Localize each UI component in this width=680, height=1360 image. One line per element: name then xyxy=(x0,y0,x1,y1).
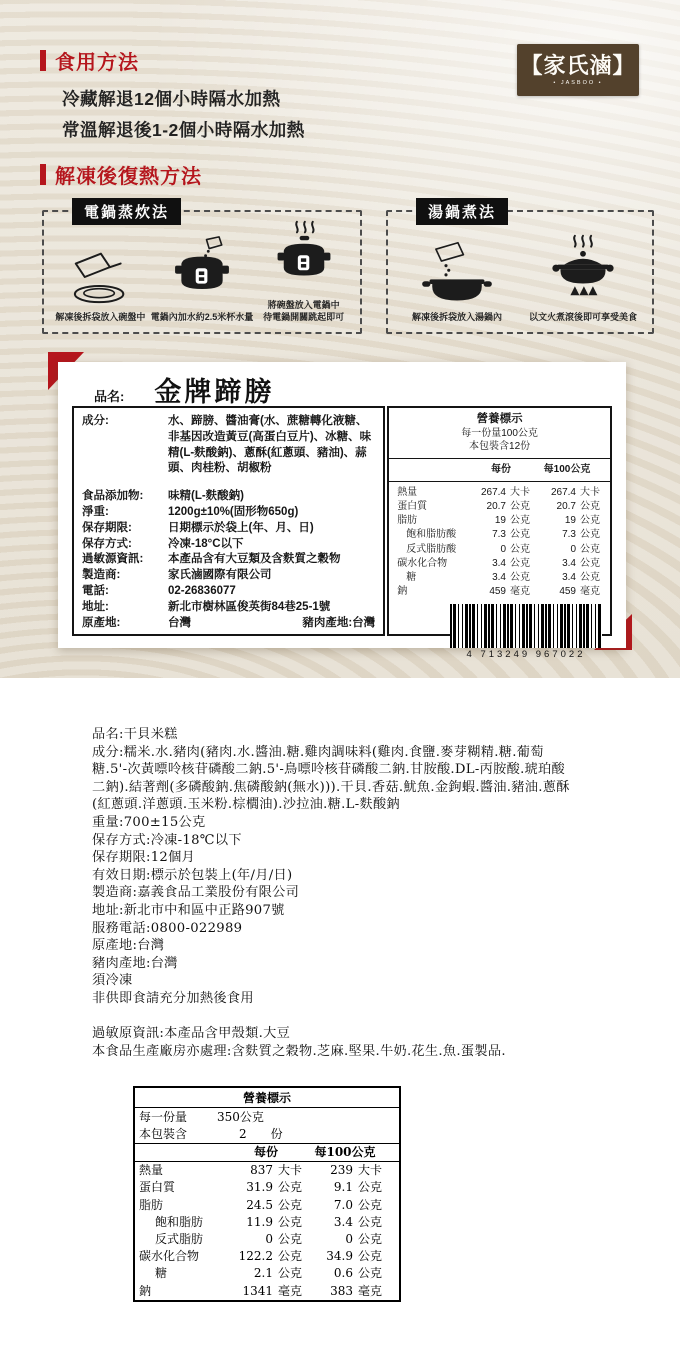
nutrient-name: 碳水化合物 xyxy=(139,1249,200,1264)
divider xyxy=(389,458,610,459)
barcode-block xyxy=(397,604,602,660)
nutrient-unit: 公克 xyxy=(358,1214,383,1229)
nutrition-row-sugar xyxy=(135,1265,399,1282)
nutrient-unit: 公克 xyxy=(510,557,530,569)
nutrient-value: 0 xyxy=(265,1232,273,1247)
nutrient-name: 飽和脂肪酸 xyxy=(406,529,457,541)
nutrition-header xyxy=(397,413,602,454)
detail-line-origin: 原產地:台灣 xyxy=(92,938,165,954)
nutrient-unit: 公克 xyxy=(358,1232,383,1247)
pot-fire-icon xyxy=(547,232,619,311)
nutrient-unit: 毫克 xyxy=(580,586,600,598)
usage-instructions xyxy=(62,84,305,146)
nutrition-row-calories xyxy=(397,486,602,500)
usage-line-2: 常溫解退後1-2個小時隔水加熱 xyxy=(62,120,305,140)
info-field-origin xyxy=(82,616,375,632)
nutrient-unit: 大卡 xyxy=(358,1163,383,1178)
step-caption: 解凍後拆袋放入碗盤中 xyxy=(55,312,146,323)
nutrient-name: 脂肪 xyxy=(139,1197,164,1212)
nutrient-unit: 大卡 xyxy=(278,1163,303,1178)
field-label: 製造商: xyxy=(82,569,121,582)
nutrient-unit: 公克 xyxy=(278,1197,303,1212)
nutrition-row-fat xyxy=(135,1197,399,1214)
nutrient-unit: 大卡 xyxy=(510,486,530,498)
nutrient-value: 3.4 xyxy=(562,571,576,583)
serving-size-value: 350公克 xyxy=(217,1110,264,1124)
nutrient-name: 鈉 xyxy=(139,1283,152,1298)
nutrition-row-protein xyxy=(135,1179,399,1196)
nutrient-name: 糖 xyxy=(155,1266,168,1281)
nutrient-value: 3.4 xyxy=(492,557,506,569)
product-label-card xyxy=(58,362,626,661)
brand-logo xyxy=(517,44,639,96)
nutrient-value: 24.5 xyxy=(246,1197,273,1212)
nutrient-unit: 公克 xyxy=(580,571,600,583)
nutrient-value: 837 xyxy=(250,1163,273,1178)
card-boxes xyxy=(72,406,612,661)
product-name-row xyxy=(94,370,274,409)
nutrient-value: 19 xyxy=(564,515,576,527)
info-field-net-weight xyxy=(82,505,375,521)
nutrient-unit: 公克 xyxy=(510,500,530,512)
step-caption-line-2: 待電鍋開關跳起即可 xyxy=(263,312,345,323)
nutrient-unit: 公克 xyxy=(580,543,600,555)
col-per-serving: 每份 xyxy=(253,1145,278,1159)
nutrient-unit: 公克 xyxy=(278,1214,303,1229)
detail-line-address: 地址:新北市中和區中正路907號 xyxy=(92,902,285,918)
nutrient-value: 459 xyxy=(559,586,576,598)
nutrient-unit: 公克 xyxy=(278,1266,303,1281)
nutrient-value: 19 xyxy=(494,515,506,527)
usage-heading-text: 食用方法 xyxy=(55,52,139,74)
nutrient-value: 0 xyxy=(500,543,506,555)
field-value: 台灣 xyxy=(168,616,191,629)
nutrient-name: 鈉 xyxy=(397,586,408,598)
nutrition-row-carbs xyxy=(397,557,602,571)
col-per-100g: 每100公克 xyxy=(543,463,591,475)
nutrient-name: 反式脂肪酸 xyxy=(406,543,457,555)
nutrition-servings-per-pack: 本包裝含12份 xyxy=(469,441,531,452)
nutrient-unit: 公克 xyxy=(510,515,530,527)
plate-bag-icon xyxy=(65,232,135,311)
info-field-ingredients xyxy=(82,414,375,477)
method-title: 湯鍋煮法 xyxy=(416,198,508,225)
nutrient-name: 糖 xyxy=(406,571,417,583)
servings-per-pack-row xyxy=(135,1126,399,1145)
info-field-allergen xyxy=(82,552,375,568)
nutrition-column-headers xyxy=(397,463,602,477)
method-steps xyxy=(388,212,652,332)
nutrient-value: 0 xyxy=(345,1232,353,1247)
nutrition-row-saturated-fat xyxy=(135,1214,399,1231)
method-box-rice-cooker xyxy=(42,204,362,334)
nutrient-value: 7.0 xyxy=(333,1197,353,1212)
usage-heading xyxy=(40,46,139,75)
detail-line-ingredients: 成分:糯米.水.豬肉(豬肉.水.醬油.糖.雞肉調味料(雞肉.食鹽.麥芽糊精.糖.葡萄糖.5'-次黃嘌呤核苷磷酸二鈉.5'-鳥嘌呤核苷磷酸二鈉.甘胺酸.DL-丙胺酸.琥珀酸二鈉).結著劑(多磷酸鈉.焦磷酸鈉(無水))).干貝.香菇.魷魚.金鉤蝦.醬油.豬油.蔥酥(紅蔥頭.洋蔥頭.玉米粉.棕櫚油).沙拉油.糖.L-麩酸鈉 xyxy=(92,744,570,813)
nutrition-row-carbs xyxy=(135,1248,399,1265)
nutrient-unit: 公克 xyxy=(278,1180,303,1195)
nutrient-unit: 公克 xyxy=(510,571,530,583)
nutrient-name: 蛋白質 xyxy=(139,1180,176,1195)
field-value: 02-26836077 xyxy=(168,584,236,597)
method-box-soup-pot xyxy=(386,204,654,334)
reheat-heading-text: 解凍後復熱方法 xyxy=(55,166,202,188)
field-value: 本產品含有大豆類及含麩質之穀物 xyxy=(168,553,341,566)
barcode xyxy=(450,604,602,648)
nutrient-value: 9.1 xyxy=(333,1180,353,1195)
nutrient-unit: 公克 xyxy=(358,1266,383,1281)
divider xyxy=(389,481,610,482)
detail-line-pork-origin: 豬肉產地:台灣 xyxy=(92,955,178,971)
detail-line-blank xyxy=(92,1008,570,1026)
method-step xyxy=(394,232,520,324)
heading-accent-bar xyxy=(40,50,46,71)
nutrient-unit: 公克 xyxy=(358,1180,383,1195)
nutrient-value: 20.7 xyxy=(486,500,506,512)
nutrition-column-headers xyxy=(135,1144,399,1162)
nutrient-unit: 公克 xyxy=(278,1232,303,1247)
detail-line-product-name: 品名:干貝米糕 xyxy=(92,727,178,742)
nutrition-row-calories xyxy=(135,1162,399,1179)
detail-line-heat-before-eating: 非供即食請充分加熱後食用 xyxy=(92,990,254,1006)
nutrient-value: 3.4 xyxy=(562,557,576,569)
detail-line-expiry: 有效日期:標示於包裝上(年/月/日) xyxy=(92,867,293,883)
nutrient-value: 0.6 xyxy=(333,1266,353,1281)
detail-line-storage: 保存方式:冷凍-18℃以下 xyxy=(92,832,242,848)
pork-origin-note: 豬肉產地:台灣 xyxy=(302,616,376,629)
nutrient-value: 239 xyxy=(330,1163,353,1178)
nutrient-value: 0 xyxy=(570,543,576,555)
step-caption: 電鍋內加水約2.5米杯水量 xyxy=(150,312,254,323)
nutrition-row-trans-fat xyxy=(397,543,602,557)
nutrient-name: 蛋白質 xyxy=(397,500,428,512)
pack-label: 本包裝含 xyxy=(139,1126,188,1141)
nutrition-row-saturated-fat xyxy=(397,528,602,542)
nutrient-value: 34.9 xyxy=(326,1249,353,1264)
brand-logo-text: 【家氏滷】 xyxy=(520,53,636,79)
reheat-heading xyxy=(40,160,202,189)
field-value: 家氏滷國際有限公司 xyxy=(168,569,272,582)
nutrient-value: 122.2 xyxy=(238,1249,273,1264)
nutrition-row-protein xyxy=(397,500,602,514)
top-section xyxy=(0,0,680,678)
info-field-shelf-life xyxy=(82,521,375,537)
detail-line-keep-frozen: 須冷凍 xyxy=(92,973,133,989)
nutrition-row-sodium xyxy=(135,1283,399,1300)
details-section xyxy=(92,726,570,1060)
nutrient-value: 267.4 xyxy=(480,486,506,498)
detail-line-facility-allergens: 本食品生產廠房亦處理:含麩質之穀物.芝麻.堅果.牛奶.花生.魚.蛋製品. xyxy=(92,1043,506,1059)
nutrient-unit: 公克 xyxy=(580,515,600,527)
nutrient-value: 7.3 xyxy=(492,529,506,541)
step-caption-line-1: 將碗盤放入電鍋中 xyxy=(267,299,340,310)
info-field-phone xyxy=(82,584,375,600)
nutrient-value: 459 xyxy=(489,586,506,598)
step-caption: 以文火煮滾後即可享受美食 xyxy=(528,312,637,323)
nutrient-value: 20.7 xyxy=(556,500,576,512)
heading-accent-bar xyxy=(40,164,46,185)
info-field-address xyxy=(82,600,375,616)
field-label: 淨重: xyxy=(82,505,109,518)
detail-line-allergen: 過敏原資訊:本產品含甲殼類.大豆 xyxy=(92,1026,291,1042)
product-name-label: 品名: xyxy=(94,389,125,404)
nutrient-name: 熱量 xyxy=(397,486,418,498)
method-step xyxy=(520,232,646,324)
step-caption: 解凍後拆袋放入湯鍋內 xyxy=(411,312,502,323)
product-name: 金牌蹄膀 xyxy=(154,377,275,408)
field-value: 水、蹄膀、醬油膏(水、蔗糖轉化液糖、非基因改造黃豆(高蛋白豆片)、冰糖、味精(L-麩酸鈉)、蔥酥(紅蔥頭、豬油)、蒜頭、肉桂粉、胡椒粉 xyxy=(168,415,372,475)
info-field-additives xyxy=(82,489,375,505)
nutrient-value: 31.9 xyxy=(246,1180,273,1195)
nutrient-value: 11.9 xyxy=(246,1214,273,1229)
field-label: 電話: xyxy=(82,584,109,597)
nutrient-unit: 公克 xyxy=(580,500,600,512)
nutrient-unit: 公克 xyxy=(580,529,600,541)
nutrient-unit: 公克 xyxy=(510,543,530,555)
nutrient-unit: 公克 xyxy=(580,557,600,569)
detail-line-shelf-life: 保存期限:12個月 xyxy=(92,850,196,866)
nutrition-title: 營養標示 xyxy=(135,1088,399,1108)
cooker-steam-icon xyxy=(269,220,339,299)
nutrient-unit: 毫克 xyxy=(358,1283,383,1298)
nutrient-value: 7.3 xyxy=(562,529,576,541)
nutrient-name: 脂肪 xyxy=(397,515,418,527)
nutrient-name: 熱量 xyxy=(139,1163,164,1178)
nutrition-row-trans-fat xyxy=(135,1231,399,1248)
method-step xyxy=(50,232,151,324)
detail-line-weight: 重量:700±15公克 xyxy=(92,814,206,830)
nutrient-name: 反式脂肪 xyxy=(155,1232,204,1247)
nutrient-value: 3.4 xyxy=(333,1214,353,1229)
field-label: 保存方式: xyxy=(82,537,132,550)
cooker-water-icon xyxy=(167,232,237,311)
col-per-serving: 每份 xyxy=(491,463,511,475)
col-per-100g: 每100公克 xyxy=(314,1145,376,1159)
brand-logo-subtext: • JASBOO • xyxy=(553,80,603,86)
nutrient-unit: 毫克 xyxy=(510,586,530,598)
nutrition-table-bottom xyxy=(133,1086,401,1302)
field-label: 保存期限: xyxy=(82,521,132,534)
nutrient-unit: 公克 xyxy=(510,529,530,541)
usage-line-1: 冷藏解退12個小時隔水加熱 xyxy=(62,89,281,109)
field-label: 地址: xyxy=(82,600,109,613)
barcode-digits: 4 713249 967022 xyxy=(466,649,586,661)
nutrient-name: 碳水化合物 xyxy=(397,557,448,569)
nutrient-unit: 公克 xyxy=(358,1197,383,1212)
field-label: 成分: xyxy=(82,415,109,427)
nutrient-unit: 公克 xyxy=(278,1249,303,1264)
nutrition-row-sodium xyxy=(397,585,602,599)
nutrient-value: 3.4 xyxy=(492,571,506,583)
method-steps xyxy=(44,212,360,332)
field-label: 食品添加物: xyxy=(82,490,144,503)
nutrition-row-sugar xyxy=(397,571,602,585)
field-value: 日期標示於袋上(年、月、日) xyxy=(168,521,314,534)
nutrient-value: 267.4 xyxy=(550,486,576,498)
nutrient-value: 1341 xyxy=(242,1283,273,1298)
serving-size-label: 每一份量 xyxy=(139,1110,188,1124)
field-label: 過敏源資訊: xyxy=(82,553,144,566)
nutrition-serving-size: 每一份量100公克 xyxy=(461,427,538,439)
info-field-storage xyxy=(82,537,375,553)
nutrient-value: 2.1 xyxy=(253,1266,273,1281)
info-field-manufacturer xyxy=(82,568,375,584)
field-value: 味精(L-麩酸鈉) xyxy=(168,490,245,503)
step-caption xyxy=(263,299,344,324)
nutrient-name: 飽和脂肪 xyxy=(155,1214,204,1229)
nutrient-unit: 公克 xyxy=(358,1249,383,1264)
method-title: 電鍋蒸炊法 xyxy=(72,198,181,225)
serving-size-row xyxy=(135,1108,399,1126)
field-label: 原產地: xyxy=(82,616,121,629)
method-step xyxy=(253,232,354,324)
nutrient-value: 383 xyxy=(330,1283,353,1298)
pack-unit: 份 xyxy=(270,1126,283,1141)
field-value: 冷凍-18°C以下 xyxy=(168,537,244,550)
pack-value: 2 xyxy=(239,1126,247,1141)
pot-pour-icon xyxy=(421,232,493,311)
method-step xyxy=(151,232,254,324)
nutrition-title: 營養標示 xyxy=(476,413,523,425)
field-value: 1200g±10%(固形物650g) xyxy=(168,505,299,518)
nutrient-unit: 毫克 xyxy=(278,1283,303,1298)
detail-line-service-phone: 服務電話:0800-022989 xyxy=(92,920,243,936)
nutrition-row-fat xyxy=(397,514,602,528)
nutrition-facts-box xyxy=(387,406,612,661)
nutrient-unit: 大卡 xyxy=(580,486,600,498)
field-value: 新北市樹林區俊英街84巷25-1號 xyxy=(168,600,331,613)
product-info-box xyxy=(72,406,385,636)
detail-line-manufacturer: 製造商:嘉義食品工業股份有限公司 xyxy=(92,885,300,901)
